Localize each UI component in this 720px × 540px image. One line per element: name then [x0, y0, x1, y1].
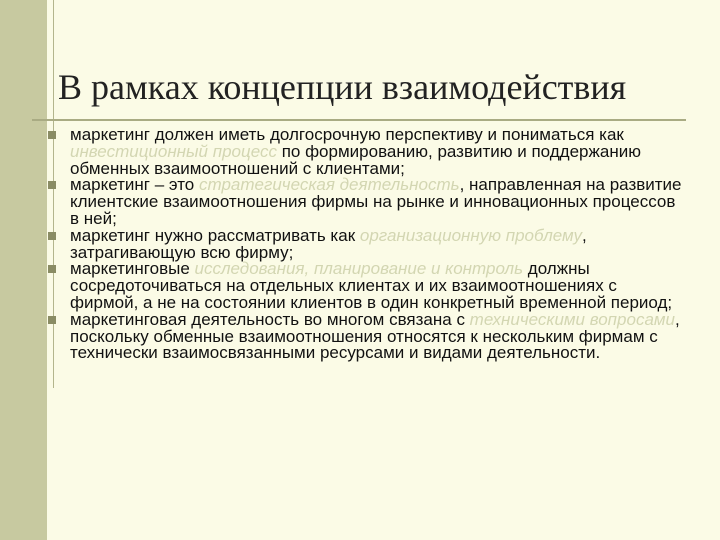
bullet-text: маркетинг нужно рассматривать как	[70, 225, 360, 245]
bullet-text: , затрагивающую всю фирму;	[70, 225, 587, 262]
title-underline	[32, 119, 686, 121]
bullet-text: должны сосредоточиваться на отдельных клиентах и их взаимоотношениях с фирмой, а не на состоянии клиентов в один конкретный временной период;	[70, 259, 673, 312]
bullet-text: , поскольку обменные взаимоотношения относятся к нескольким фирмам с технически взаимосвязанными ресурсами и видами деятельности.	[70, 309, 680, 363]
bullet-highlight: организационную проблему	[359, 225, 583, 245]
bullet-item	[46, 177, 686, 227]
bullet-item	[46, 127, 686, 177]
bullet-highlight: стратегическая деятельность	[198, 175, 460, 195]
bullet-highlight: техническими вопросами	[469, 309, 676, 329]
square-bullet-icon	[48, 232, 56, 240]
bullet-highlight: инвестиционный процесс	[70, 141, 277, 161]
square-bullet-icon	[48, 316, 56, 324]
bullet-text: маркетинг должен иметь долгосрочную перспективу и пониматься как	[70, 125, 624, 144]
bullet-highlight: исследования, планирование и контроль	[194, 259, 524, 279]
bullet-item	[46, 261, 686, 311]
bullet-text: маркетинг – это	[70, 175, 199, 195]
bullet-text: по формированию, развитию и поддержанию обменных взаимоотношений с клиентами;	[70, 141, 641, 178]
square-bullet-icon	[48, 265, 56, 273]
bullet-item	[46, 309, 686, 363]
bullet-list	[46, 127, 686, 362]
bullet-text: маркетинговые	[70, 259, 195, 279]
bullet-text: маркетинговая деятельность во многом связана с	[70, 309, 470, 329]
square-bullet-icon	[48, 131, 56, 139]
bullet-text: , направленная на развитие клиентские взаимоотношения фирмы на рынке и инновационных процессов в ней;	[70, 175, 682, 228]
bullet-item	[46, 225, 686, 262]
slide-sidebar-band	[0, 0, 47, 540]
square-bullet-icon	[48, 181, 56, 189]
slide-title: В рамках концепции взаимодействия	[58, 67, 627, 107]
